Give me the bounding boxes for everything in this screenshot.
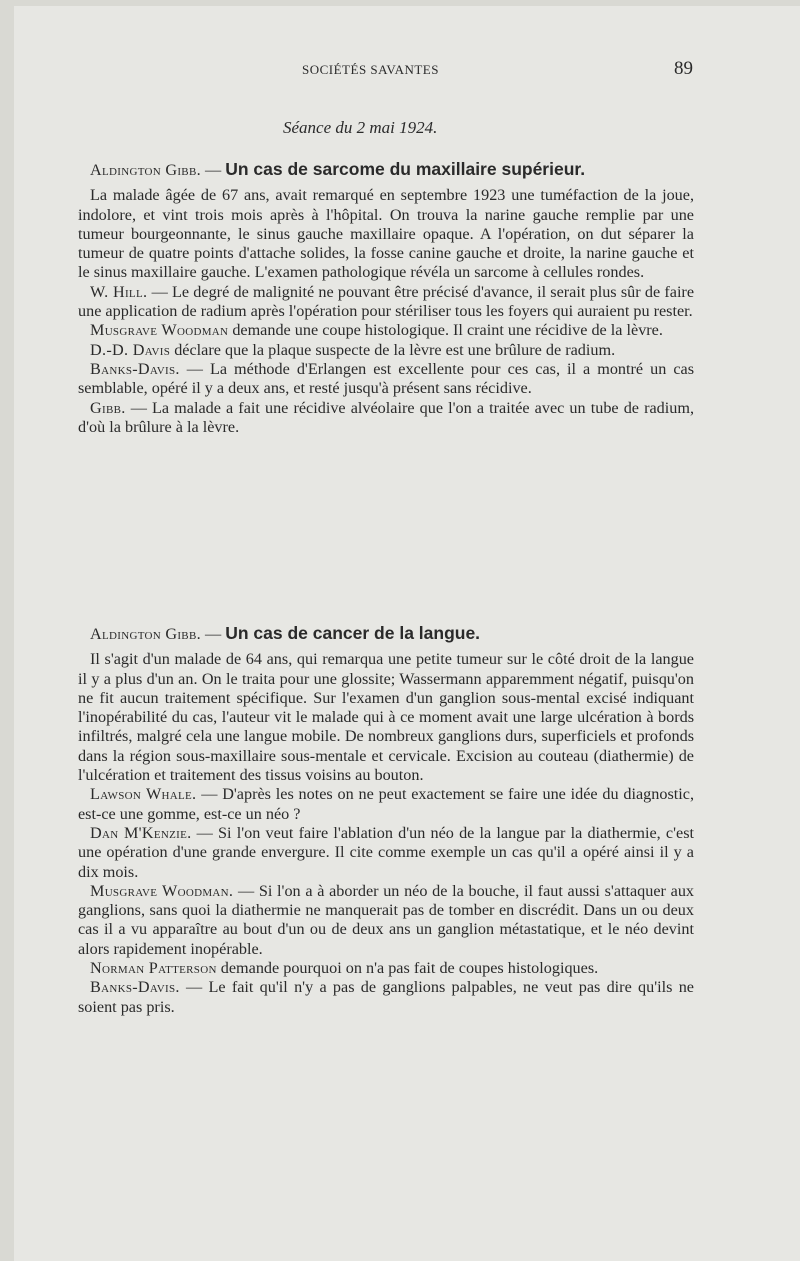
case-1-author: Aldington Gibb. <box>90 161 201 179</box>
case-2-discussion-4: Norman Patterson demande pourquoi on n'a pas fait de coupes histologiques. <box>90 959 599 978</box>
case-2-discussion-2: Dan M'Kenzie. — Si l'on veut faire l'ablation d'un néo de la langue par la diathermie, c'est une opération d'une grande envergure. Il cite comme exemple un cas qu'il a opéré ainsi il y a dix mois. <box>78 823 694 881</box>
case-1-discussion-5: Gibb. — La malade a fait une récidive alvéolaire que l'on a traitée avec un tube de radium, d'où la brûlure à la lèvre. <box>78 398 694 436</box>
case-2-discussion-3: Musgrave Woodman. — Si l'on a à aborder un néo de la bouche, il faut aussi s'attaquer aux ganglions, sans quoi la diathermie ne manquerait pas de tomber en discrédit. Dans un ou deux cas il a vu apparaître au bout d'un ou de deux ans un ganglion métastatique, et le néo devint alors rapidement inopérable. <box>78 881 695 958</box>
case-2-discussion-5: Banks-Davis. — Le fait qu'il n'y a pas de ganglions palpables, ne veut pas dire qu'ils ne soient pas pris. <box>78 978 694 1016</box>
running-title: SOCIÉTÉS SAVANTES <box>302 62 439 77</box>
case-1-discussion-1: W. Hill. — Le degré de malignité ne pouvant être précisé d'avance, il serait plus sûr de faire une application de radium après l'opération pour stériliser tous les foyers qui auraient pu rester. <box>78 282 695 321</box>
case-2-author: Aldington Gibb. <box>90 625 201 643</box>
case-1-title: Un cas de sarcome du maxillaire supérieur. <box>225 159 586 179</box>
case-2-description: Il s'agit d'un malade de 64 ans, qui remarqua une petite tumeur sur le côté droit de la langue il y a plus d'un an. On le traita pour une glossite; Wassermann apparemment négatif, puisqu'on ne fit aucun traitement spécifique. Sur l'examen d'un ganglion sous-mental excisé indiquant l'inopérabilité du cas, l'auteur vit le malade qui à ce moment avait une large ulcération à bords infiltrés, malgré cela une langue mobile. De nombreux ganglions durs, superficiels et profonds dans la région sous-maxillaire sous-mentale et cervicale. Excision au couteau (diathermie) de l'ulcération et traitement des tissus voisins au bouton. <box>78 650 694 785</box>
page-number: 89 <box>674 58 693 79</box>
case-1 <box>78 160 694 437</box>
case-1-discussion-2: Musgrave Woodman demande une coupe histologique. Il craint une récidive de la lèvre. <box>90 321 663 340</box>
case-2 <box>78 624 694 1017</box>
case-2-discussion-1: Lawson Whale. — D'après les notes on ne peut exactement se faire une idée du diagnostic, est-ce une gomme, est-ce un néo ? <box>78 785 694 823</box>
case-1-description: La malade âgée de 67 ans, avait remarqué en septembre 1923 une tuméfaction de la joue, indolore, et vint trois mois après à l'hôpital. On trouva la narine gauche remplie par une tumeur bourgeonnante, le sinus gauche maxillaire opaque. A l'opération, on dut séparer la tumeur de quatre points d'attache solides, la fosse canine gauche et droite, la narine gauche et le sinus maxillaire gauche. L'examen pathologique révéla un sarcome à cellules rondes. <box>78 186 694 282</box>
session-date: Séance du 2 mai 1924. <box>283 118 438 137</box>
case-1-heading: Aldington Gibb. — Un cas de sarcome du maxillaire supérieur. <box>90 159 586 179</box>
case-2-title: Un cas de cancer de la langue. <box>225 623 481 643</box>
case-1-discussion-4: Banks-Davis. — La méthode d'Erlangen est excellente pour ces cas, il a montré un cas semblable, opéré il y a deux ans, et resté jusqu'à présent sans récidive. <box>78 359 694 398</box>
case-2-heading: Aldington Gibb. — Un cas de cancer de la langue. <box>90 623 481 643</box>
case-1-discussion-3: D.-D. Davis déclare que la plaque suspecte de la lèvre est une brûlure de radium. <box>90 340 616 359</box>
